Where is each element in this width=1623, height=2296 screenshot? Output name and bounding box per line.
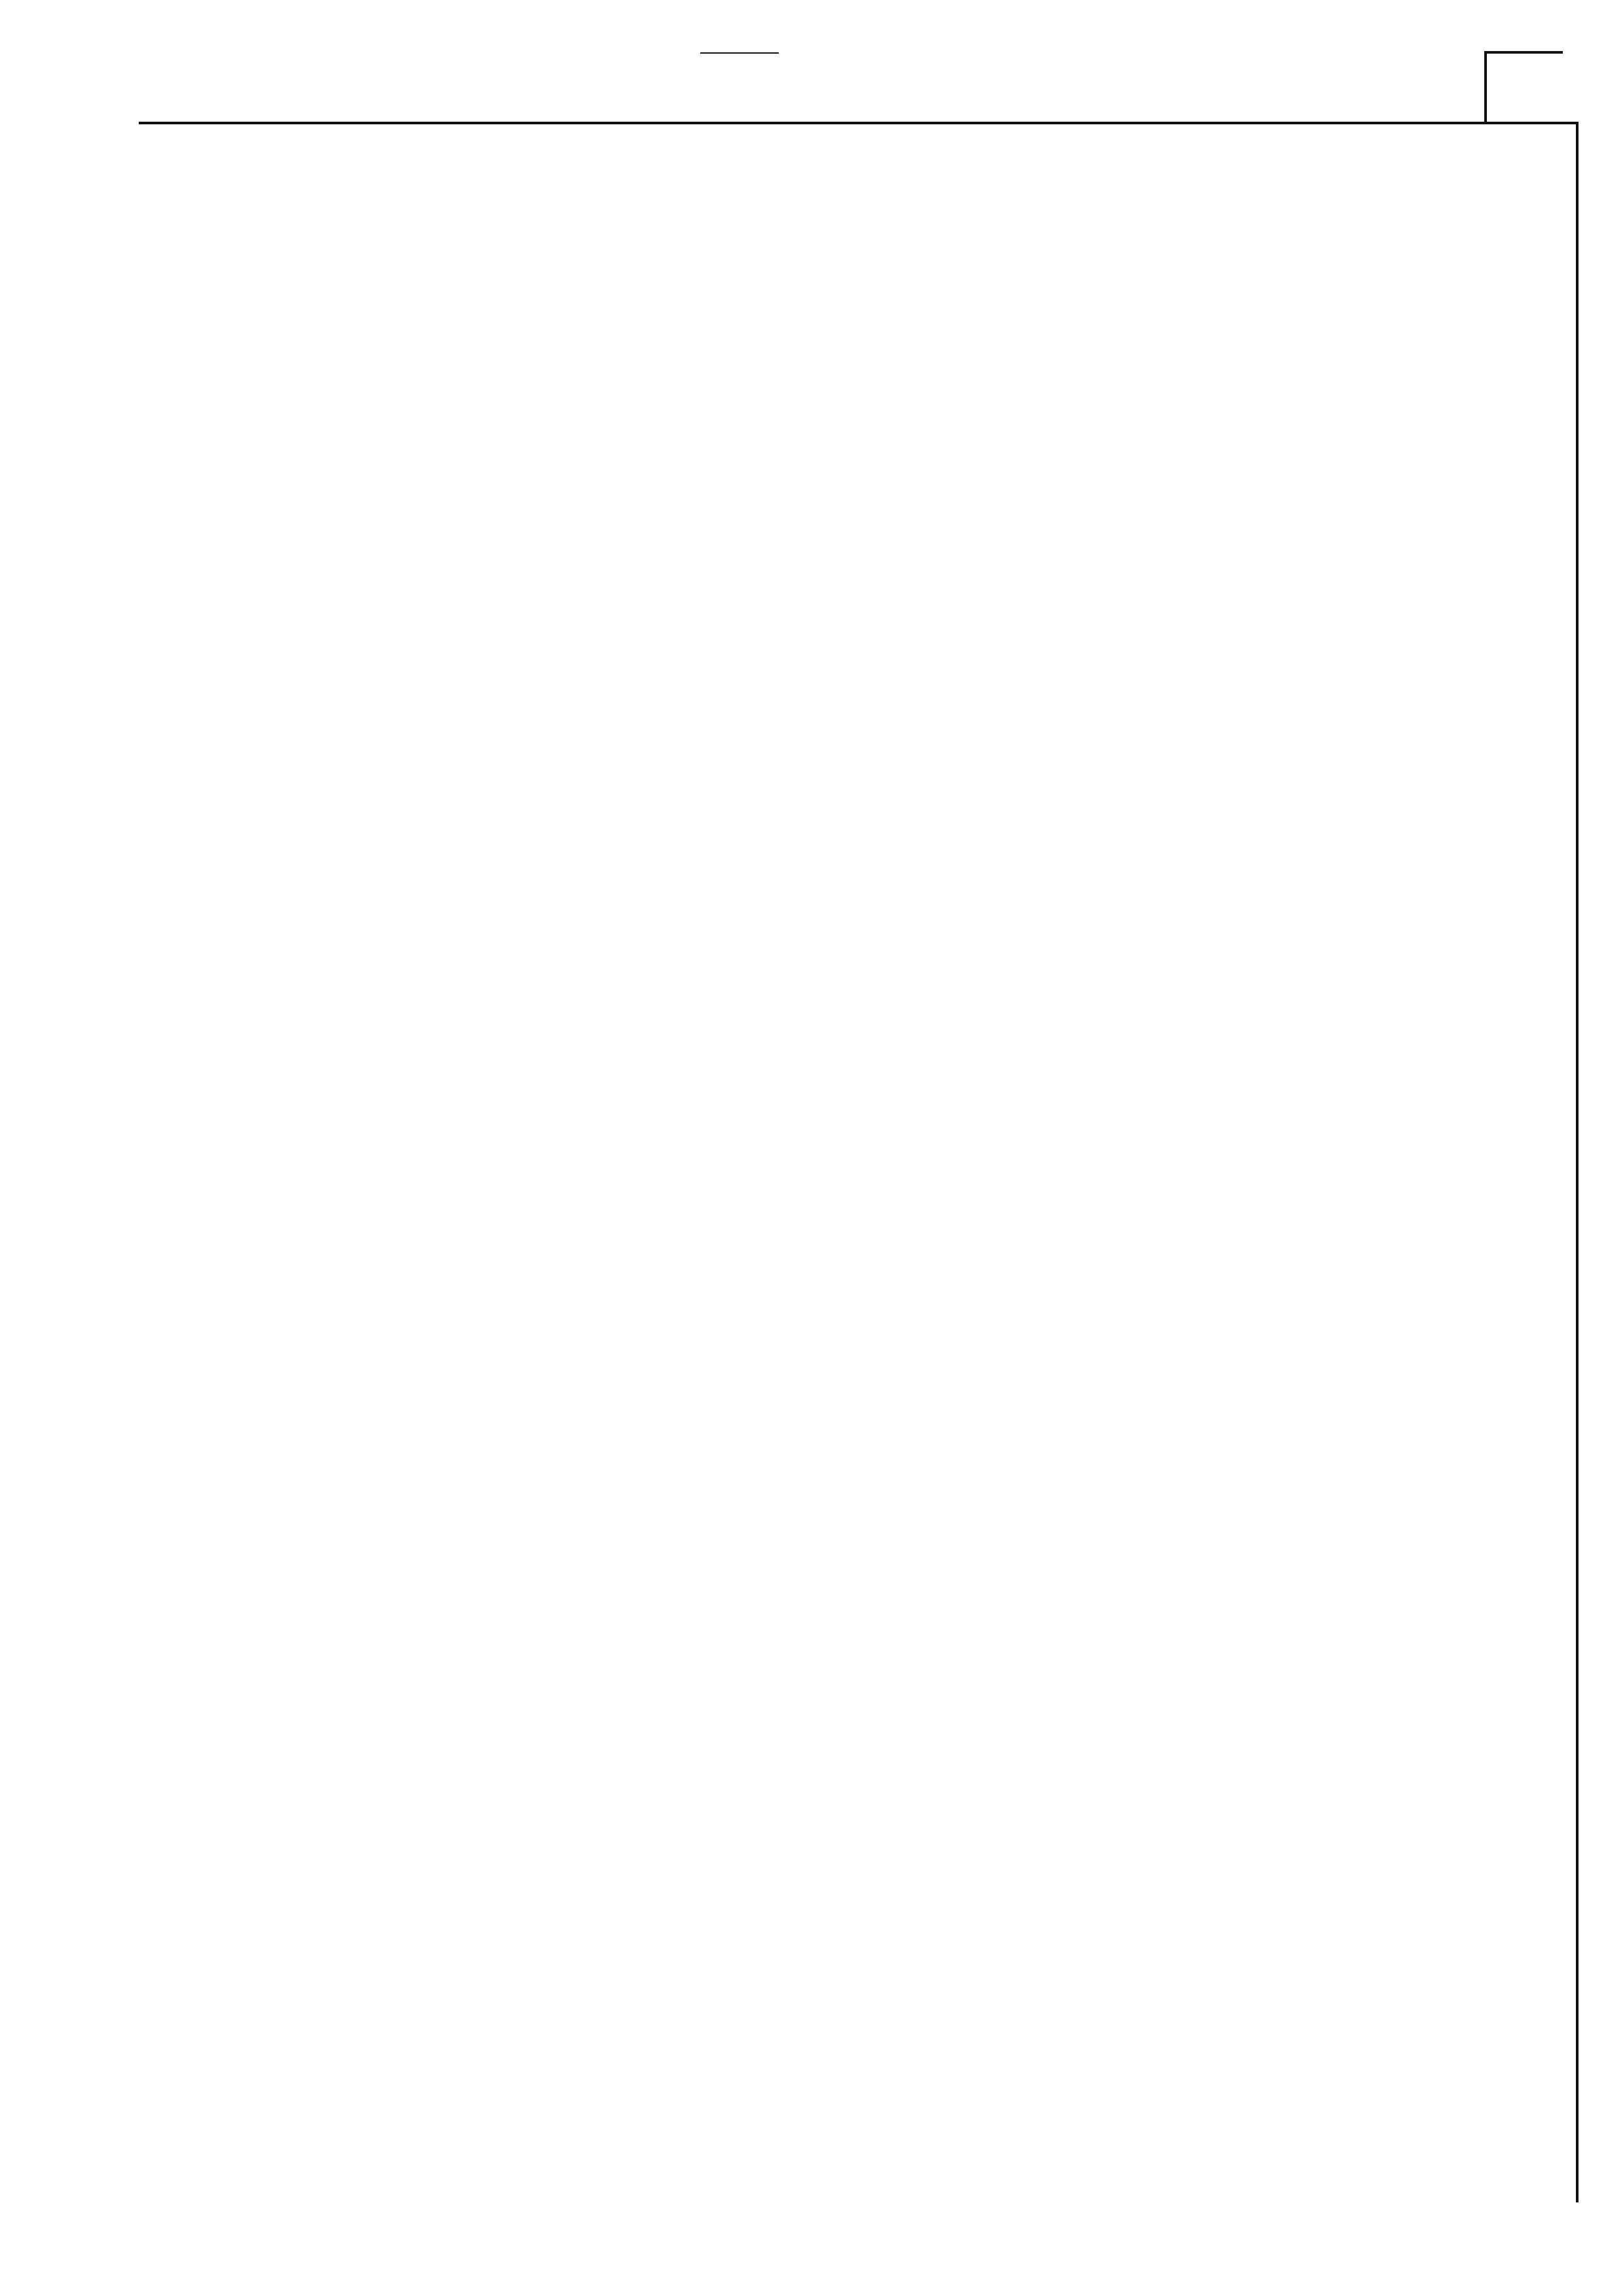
- scan-mark: [700, 52, 779, 54]
- sheet-number-box-border: [1484, 51, 1487, 123]
- frame-top: [139, 122, 1578, 124]
- sheet-number-box-border: [1484, 51, 1563, 54]
- frame-right: [1576, 122, 1578, 2202]
